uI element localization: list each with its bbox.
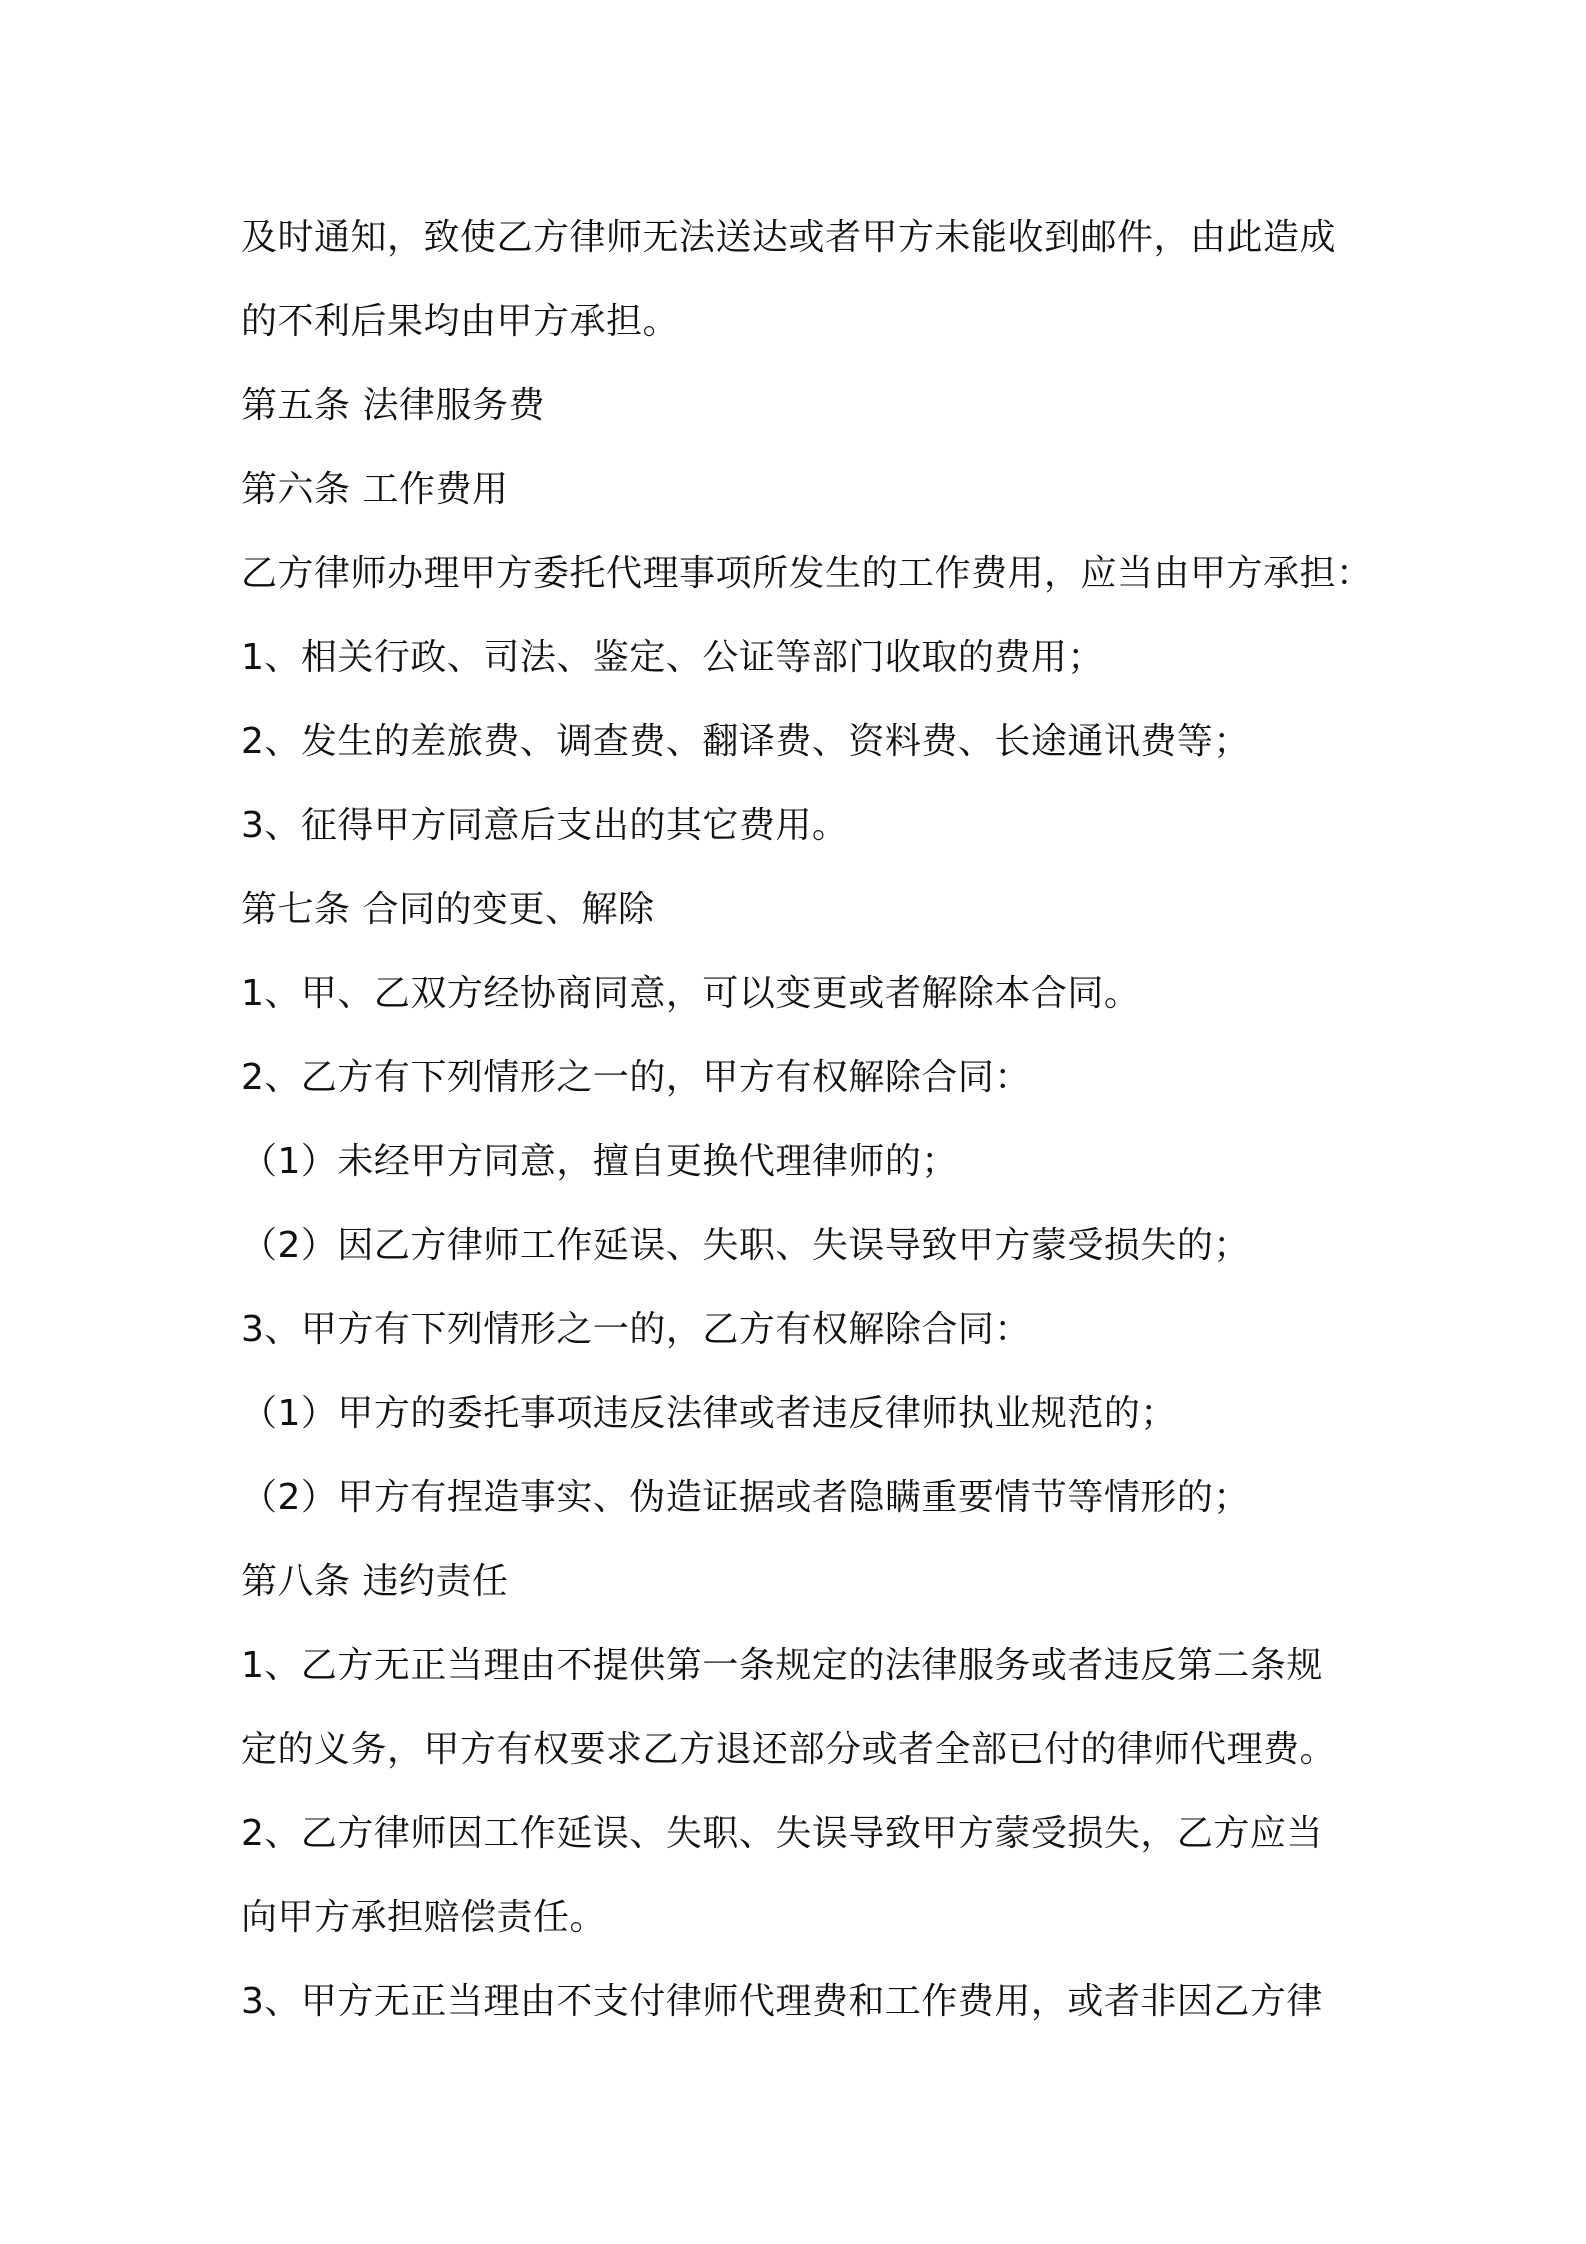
sub-list-item: （1）甲方的委托事项违反法律或者违反律师执业规范的； bbox=[241, 1393, 1177, 1434]
text-line-1: 及时通知，致使乙方律师无法送达或者甲方未能收到邮件，由此造成 bbox=[241, 217, 1337, 258]
article-8-heading: 第八条 违约责任 bbox=[241, 1561, 509, 1602]
list-item: 2、发生的差旅费、调查费、翻译费、资料费、长途通讯费等； bbox=[241, 721, 1250, 762]
sub-list-item: （2）因乙方律师工作延误、失职、失误导致甲方蒙受损失的； bbox=[241, 1225, 1250, 1266]
list-item: 1、相关行政、司法、鉴定、公证等部门收取的费用； bbox=[241, 637, 1104, 678]
text-line-5: 乙方律师办理甲方委托代理事项所发生的工作费用，应当由甲方承担： bbox=[241, 553, 1373, 594]
list-item: 1、甲、乙双方经协商同意，可以变更或者解除本合同。 bbox=[241, 973, 1141, 1014]
list-item: 1、乙方无正当理由不提供第一条规定的法律服务或者违反第二条规 bbox=[241, 1645, 1323, 1686]
article-6-heading: 第六条 工作费用 bbox=[241, 469, 509, 510]
list-item: 3、甲方无正当理由不支付律师代理费和工作费用，或者非因乙方律 bbox=[241, 1981, 1323, 2022]
sub-list-item: （1）未经甲方同意，擅自更换代理律师的； bbox=[241, 1141, 958, 1182]
article-5-heading: 第五条 法律服务费 bbox=[241, 385, 545, 426]
article-7-heading: 第七条 合同的变更、解除 bbox=[241, 889, 655, 930]
list-item: 2、乙方律师因工作延误、失职、失误导致甲方蒙受损失，乙方应当 bbox=[241, 1813, 1323, 1854]
document-body bbox=[241, 196, 1373, 2044]
text-line-21: 向甲方承担赔偿责任。 bbox=[241, 1897, 607, 1938]
text-line-2: 的不利后果均由甲方承担。 bbox=[241, 301, 680, 342]
list-item: 2、乙方有下列情形之一的，甲方有权解除合同： bbox=[241, 1057, 1031, 1098]
list-item: 3、甲方有下列情形之一的，乙方有权解除合同： bbox=[241, 1309, 1031, 1350]
sub-list-item: （2）甲方有捏造事实、伪造证据或者隐瞒重要情节等情形的； bbox=[241, 1477, 1250, 1518]
text-line-19: 定的义务，甲方有权要求乙方退还部分或者全部已付的律师代理费。 bbox=[241, 1729, 1337, 1770]
list-item: 3、征得甲方同意后支出的其它费用。 bbox=[241, 805, 849, 846]
